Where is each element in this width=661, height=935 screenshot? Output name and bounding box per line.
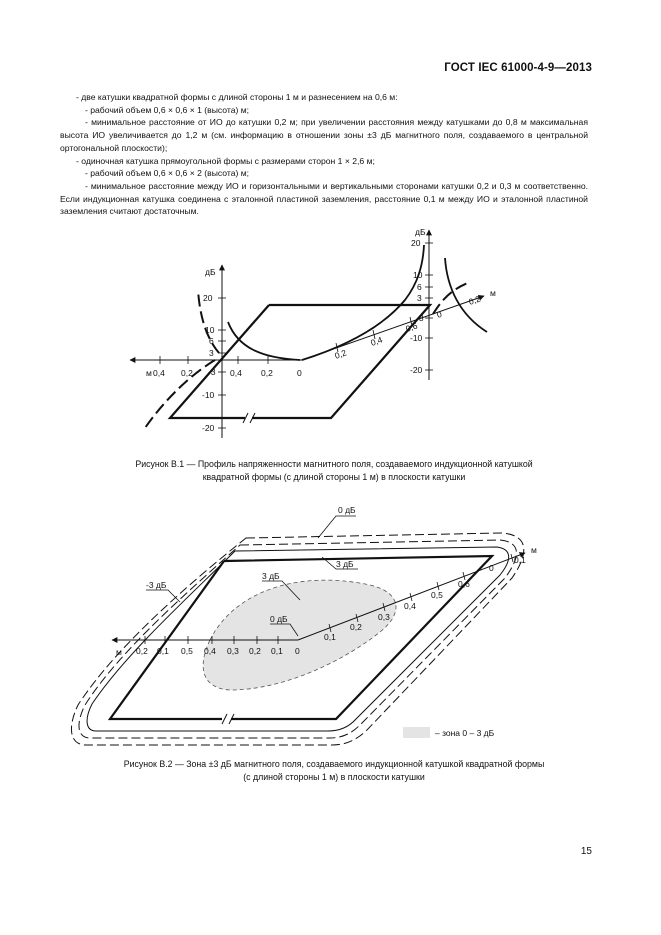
tick-label: 0,2 — [181, 368, 193, 378]
leader-line — [146, 590, 180, 602]
axis-unit-label: м — [146, 368, 152, 378]
tick-label: 0,2 — [249, 646, 261, 656]
contour-label: 0 дБ — [338, 505, 356, 515]
tick-label: 0,2 — [136, 646, 148, 656]
tick-label: 0,2 — [261, 368, 273, 378]
tick-label: 0,1 — [514, 555, 526, 565]
figure-b1-caption — [60, 458, 608, 483]
tick-label: 10 — [205, 325, 215, 335]
caption-line: Рисунок В.1 — Профиль напряженности магнитного поля, создаваемого индукционной катушкой — [135, 459, 533, 469]
tick-label: 0,4 — [153, 368, 165, 378]
paragraph: - рабочий объем 0,6 × 0,6 × 2 (высота) м; — [85, 168, 250, 179]
tick-label: 10 — [413, 270, 423, 280]
axis-unit-label: м — [531, 545, 537, 555]
paragraph: - одиночная катушка прямоугольной формы с размерами сторон 1 × 2,6 м; — [76, 155, 375, 166]
axis-unit-label: дБ — [205, 267, 216, 277]
leader-line — [318, 516, 356, 538]
tick-label: 0,1 — [271, 646, 283, 656]
zone-0-3db — [203, 580, 396, 690]
caption-line: (с длиной стороны 1 м) в плоскости катушки — [243, 771, 425, 782]
tick-label: 0,4 — [204, 646, 216, 656]
axis-unit-label: дБ — [415, 227, 426, 237]
tick-label: 0,5 — [431, 590, 443, 600]
tick-label: 3 — [209, 348, 214, 358]
axis-unit-label: м — [116, 647, 122, 657]
caption-line: квадратной формы (с длиной стороны 1 м) в плоскости катушки — [202, 471, 466, 482]
tick-label: -10 — [410, 333, 423, 343]
tick-label: -20 — [202, 423, 215, 433]
tick-label: 0,5 — [181, 646, 193, 656]
contour-label: 3 дБ — [262, 571, 280, 581]
field-profile-curve — [302, 245, 424, 360]
tick-label: 3 — [417, 293, 422, 303]
contour-label: -3 дБ — [146, 580, 167, 590]
axis-unit-label: м — [490, 288, 496, 298]
tick-label: -20 — [410, 365, 423, 375]
figure-b2-caption — [60, 758, 608, 783]
paragraph: - минимальное расстояние между ИО и горизонтальными и вертикальными сторонами катушки 0,2 и 0,3 м соответственно. Если индукционная катушка соединена с эталонной пластиной заземления, расстояние 0,1 м между ИО и эталонной пластиной заземления считают достаточным. — [60, 180, 588, 217]
tick-label: 0,6 — [404, 320, 419, 334]
tick-label: 0 — [435, 308, 444, 320]
figure-b2 — [71, 516, 525, 745]
tick-label: 0,6 — [458, 579, 470, 589]
tick-label: 0,1 — [324, 632, 336, 642]
tick-label: 0,4 — [404, 601, 416, 611]
contour-label: 3 дБ — [336, 559, 354, 569]
tick-label: 0,3 — [378, 612, 390, 622]
tick-label: 0 — [295, 646, 300, 656]
tick-label: 20 — [203, 293, 213, 303]
tick-label: -10 — [202, 390, 215, 400]
document-header: ГОСТ IEC 61000-4-9—2013 — [444, 62, 592, 74]
legend-text: – зона 0 – 3 дБ — [435, 728, 495, 738]
tick-label: 0,3 — [227, 646, 239, 656]
coil-gap-mark — [222, 714, 227, 724]
tick-label: 20 — [411, 238, 421, 248]
figure-b1 — [130, 230, 487, 438]
tick-label: 0,1 — [157, 646, 169, 656]
legend-swatch — [403, 727, 430, 738]
contour-label: 0 дБ — [270, 614, 288, 624]
tick-label: -3 — [416, 313, 424, 323]
tick-label: 6 — [417, 282, 422, 292]
figure-b1-labels — [146, 227, 496, 433]
tick-label: -3 — [208, 367, 216, 377]
tick-label: 0,2 — [333, 347, 348, 361]
tick-label: 0,4 — [230, 368, 242, 378]
caption-line: Рисунок В.2 — Зона ±3 дБ магнитного поля, создаваемого индукционной катушкой квадратной формы — [123, 759, 545, 769]
tick-label: 0,4 — [369, 334, 384, 348]
paragraph: - минимальное расстояние от ИО до катушки 0,2 м; при увеличении расстояния между катушками до 0,8 м максимальная высота ИО увеличивается до 1,2 м (см. информацию в отношении зоны ±3 дБ магнитного поля, создаваемого в центральной ортогональной плоскости); — [60, 117, 588, 153]
tick-label: 0 — [297, 368, 302, 378]
page-number: 15 — [580, 846, 592, 857]
tick-label: 0,2 — [467, 293, 482, 307]
coil-outline — [170, 305, 430, 418]
tick-label: 0 — [489, 563, 494, 573]
tick-label: 0,2 — [350, 622, 362, 632]
field-profile-curve — [445, 258, 487, 332]
tick-label: 6 — [209, 336, 214, 346]
paragraph: - две катушки квадратной формы с длиной стороны 1 м и разнесением на 0,6 м: — [76, 92, 398, 102]
paragraph: - рабочий объем 0,6 × 0,6 × 1 (высота) м; — [85, 104, 250, 115]
